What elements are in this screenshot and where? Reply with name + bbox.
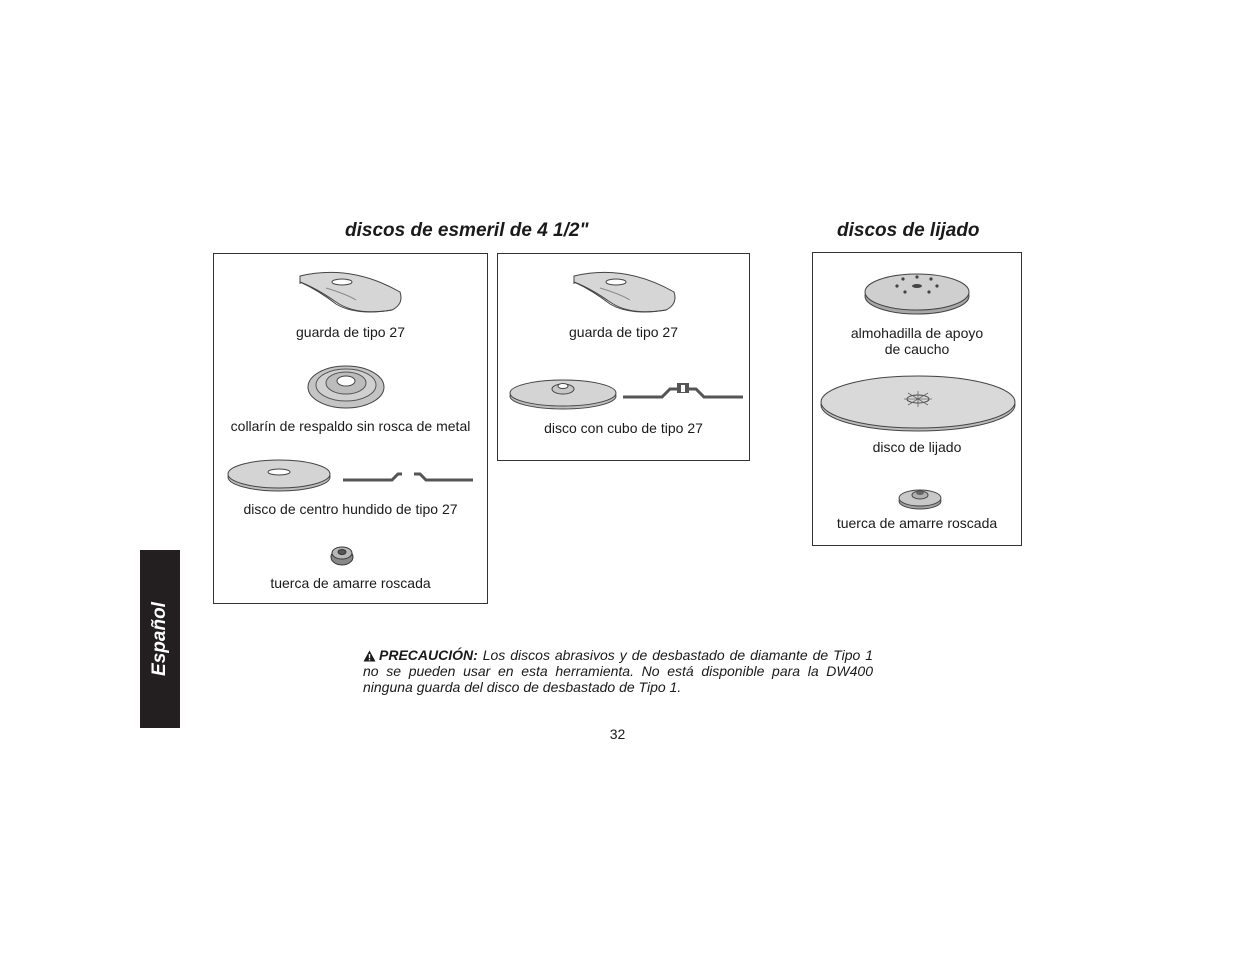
caution-label: PRECAUCIÓN:: [379, 647, 478, 663]
rubber-backing-pad-illustration: [863, 271, 971, 317]
caution-text: Los discos abrasivos y de desbastado de diamante de Tipo 1 no se pueden usar en esta herramienta. No está disponible para la DW400 ninguna guarda del disco de desbastado de Tipo 1.: [363, 647, 873, 695]
caption-flange: collarín de respaldo sin rosca de metal: [230, 418, 471, 434]
caption-clamp-nut: tuerca de amarre roscada: [270, 575, 431, 591]
backing-flange-illustration: [306, 362, 386, 410]
caption-backing-pad-text: almohadilla de apoyo de caucho: [850, 325, 984, 357]
heading-grinding-wheels: discos de esmeril de 4 1/2": [345, 220, 589, 241]
caption-hubbed-wheel: disco con cubo de tipo 27: [544, 420, 703, 436]
language-label: Español: [149, 602, 170, 676]
sanding-disc-illustration: [819, 371, 1017, 433]
clamp-nut-illustration: [330, 543, 354, 567]
box-hubbed-wheel-accessories: [497, 253, 750, 461]
guard-illustration: [570, 268, 680, 314]
caption-guard: guarda de tipo 27: [569, 324, 678, 340]
heading-sanding-discs: discos de lijado: [837, 220, 980, 241]
depressed-wheel-profile-illustration: [342, 470, 474, 484]
caution-notice: [363, 647, 873, 695]
box-sanding-accessories: [812, 252, 1022, 546]
caption-backing-pad: [813, 325, 1021, 357]
warning-triangle-icon: [363, 650, 376, 662]
page-number: 32: [609, 726, 626, 742]
hubbed-wheel-profile-illustration: [622, 381, 744, 401]
caption-sanding-disc: disco de lijado: [872, 439, 962, 455]
caption-depressed-wheel: disco de centro hundido de tipo 27: [243, 501, 458, 517]
caption-clamp-nut: tuerca de amarre roscada: [836, 515, 998, 531]
hubbed-wheel-illustration: [508, 372, 618, 412]
caption-guard: guarda de tipo 27: [296, 324, 405, 340]
guard-illustration: [296, 268, 406, 314]
box-depressed-center-wheel-accessories: [213, 253, 488, 604]
depressed-center-wheel-illustration: [226, 457, 332, 493]
language-side-tab: [140, 550, 180, 728]
clamp-nut-illustration: [897, 485, 943, 511]
